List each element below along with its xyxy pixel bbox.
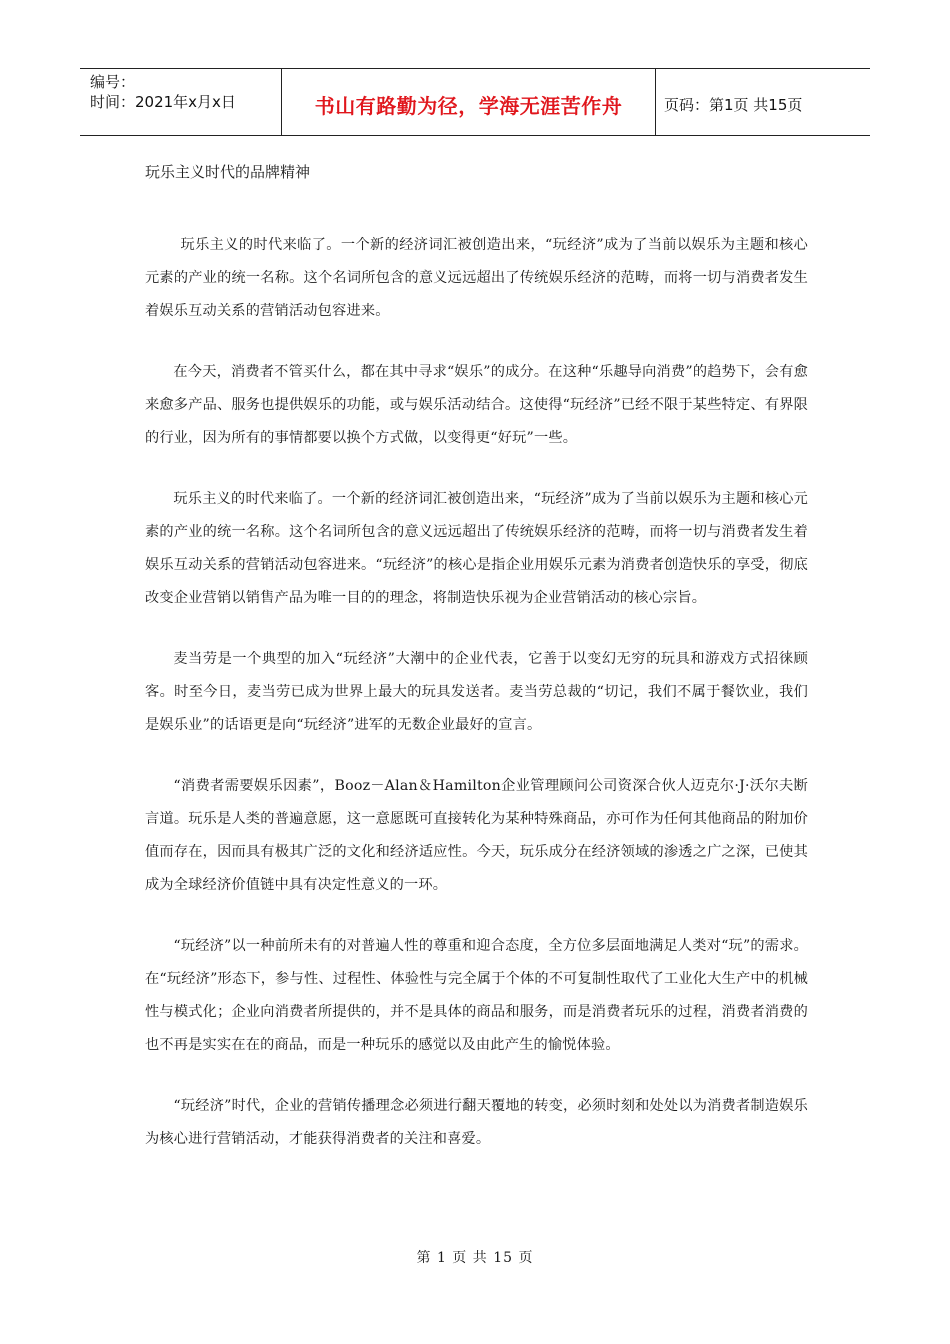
header-meta-cell <box>80 69 282 135</box>
body-paragraph: “玩经济”时代，企业的营销传播理念必须进行翻天覆地的转变，必须时刻和处处以为消费者制造娱乐为核心进行营销活动，才能获得消费者的关注和喜爱。 <box>145 1098 808 1147</box>
header-page-info: 页码：第1页 共15页 <box>664 95 803 114</box>
document-header <box>80 68 870 136</box>
header-motto: 书山有路勤为径，学海无涯苦作舟 <box>314 93 623 118</box>
body-paragraph: 玩乐主义的时代来临了。一个新的经济词汇被创造出来，“玩经济”成为了当前以娱乐为主题和核心元素的产业的统一名称。这个名词所包含的意义远远超出了传统娱乐经济的范畴，而将一切与消费者发生着娱乐互动关系的营销活动包容进来。“玩经济”的核心是指企业用娱乐元素为消费者创造快乐的享受，彻底改变企业营销以销售产品为唯一目的的理念，将制造快乐视为企业营销活动的核心宗旨。 <box>145 491 808 606</box>
body-paragraph: “玩经济”以一种前所未有的对普遍人性的尊重和迎合态度，全方位多层面地满足人类对“玩”的需求。在“玩经济”形态下，参与性、过程性、体验性与完全属于个体的不可复制性取代了工业化大生产中的机械性与模式化；企业向消费者所提供的，并不是具体的商品和服务，而是消费者玩乐的过程，消费者消费的也不再是实实在在的商品，而是一种玩乐的感觉以及由此产生的愉悦体验。 <box>145 938 808 1053</box>
body-paragraph: 麦当劳是一个典型的加入“玩经济”大潮中的企业代表，它善于以变幻无穷的玩具和游戏方式招徕顾客。时至今日，麦当劳已成为世界上最大的玩具发送者。麦当劳总裁的“切记，我们不属于餐饮业，我们是娱乐业”的话语更是向“玩经济”进军的无数企业最好的宣言。 <box>145 651 808 733</box>
header-motto-cell <box>282 69 656 135</box>
body-paragraph: “消费者需要娱乐因素”，Booz－Alan＆Hamilton企业管理顾问公司资深合伙人迈克尔·J·沃尔夫断言道。玩乐是人类的普遍意愿，这一意愿既可直接转化为某种特殊商品，亦可作为任何其他商品的附加价值而存在，因而具有极其广泛的文化和经济适应性。今天，玩乐成分在经济领域的渗透之广之深，已使其成为全球经济价值链中具有决定性意义的一环。 <box>145 778 808 893</box>
body-paragraph: 玩乐主义的时代来临了。一个新的经济词汇被创造出来，“玩经济”成为了当前以娱乐为主题和核心元素的产业的统一名称。这个名词所包含的意义远远超出了传统娱乐经济的范畴，而将一切与消费者发生着娱乐互动关系的营销活动包容进来。 <box>145 237 808 319</box>
body-paragraph: 在今天，消费者不管买什么，都在其中寻求“娱乐”的成分。在这种“乐趣导向消费”的趋势下，会有愈来愈多产品、服务也提供娱乐的功能，或与娱乐活动结合。这使得“玩经济”已经不限于某些特定、有界限的行业，因为所有的事情都要以换个方式做，以变得更“好玩”一些。 <box>145 364 808 446</box>
document-time-label: 时间：2021年x月x日 <box>90 93 236 111</box>
document-number-label: 编号： <box>90 73 136 91</box>
header-page-cell <box>656 69 870 135</box>
document-title: 玩乐主义时代的品牌精神 <box>145 163 311 181</box>
page-footer: 第 1 页 共 15 页 <box>416 1250 534 1266</box>
document-body <box>145 229 808 1184</box>
